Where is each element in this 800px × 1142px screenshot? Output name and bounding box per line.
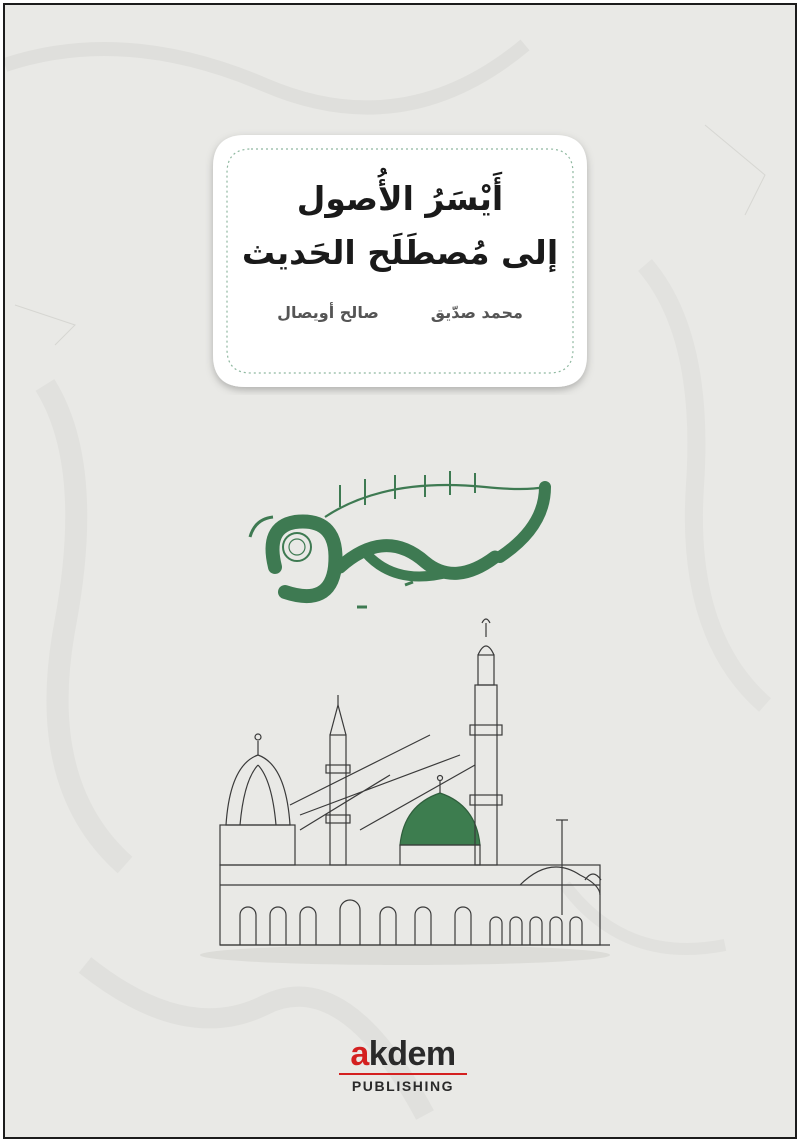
title-card [205, 127, 595, 395]
book-title-line-2: إلى مُصطَلَح الحَديث [241, 233, 559, 272]
publisher-logo [323, 1037, 483, 1097]
publisher-wordmark [323, 1037, 483, 1071]
authors [205, 303, 595, 322]
author-2: صالح أويصال [277, 303, 379, 322]
publisher-brand-rest: kdem [368, 1035, 456, 1073]
publisher-subline: PUBLISHING [351, 1078, 455, 1094]
mosque-illustration [190, 615, 620, 975]
publisher-rule [339, 1073, 467, 1075]
publisher-accent-letter: a [350, 1035, 369, 1073]
book-title-line-1: أَيْسَرُ الأُصول [296, 179, 504, 218]
calligraphy-emblem [245, 467, 575, 617]
book-cover [3, 3, 797, 1139]
author-1: محمد صدّيق [430, 303, 523, 322]
